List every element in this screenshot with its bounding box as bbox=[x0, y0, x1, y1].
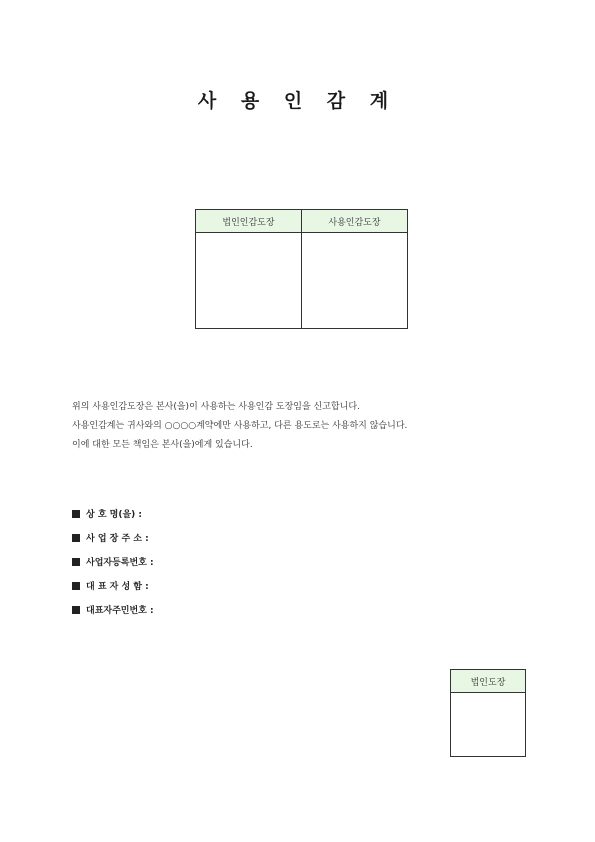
document-title: 사 용 인 감 계 bbox=[197, 90, 398, 112]
field-business-address bbox=[72, 532, 154, 556]
corporate-seal-box[interactable] bbox=[196, 233, 302, 329]
info-fields bbox=[72, 508, 154, 628]
statement-line-1: 위의 사용인감도장은 본사(을)이 사용하는 사용인감 도장임을 신고합니다. bbox=[72, 402, 360, 412]
statement bbox=[72, 398, 407, 455]
field-label: 대 표 자 성 함 : bbox=[86, 582, 149, 592]
square-bullet-icon bbox=[72, 534, 80, 542]
square-bullet-icon bbox=[72, 558, 80, 566]
field-label: 상 호 명(을) : bbox=[86, 510, 143, 520]
seal-table bbox=[195, 209, 408, 329]
usage-seal-header: 사용인감도장 bbox=[302, 210, 408, 233]
field-business-registration-number bbox=[72, 556, 154, 580]
corporate-stamp-table bbox=[450, 669, 526, 757]
corporate-stamp-header: 법인도장 bbox=[451, 670, 526, 693]
square-bullet-icon bbox=[72, 582, 80, 590]
usage-seal-box[interactable] bbox=[302, 233, 408, 329]
square-bullet-icon bbox=[72, 510, 80, 518]
statement-line-2: 사용인감계는 귀사와의 ○○○○계약에만 사용하고, 다른 용도로는 사용하지 않습니다. bbox=[72, 421, 408, 431]
field-label: 사업자등록번호 : bbox=[86, 558, 154, 568]
square-bullet-icon bbox=[72, 606, 80, 614]
field-company-name bbox=[72, 508, 154, 532]
field-representative-id-number bbox=[72, 604, 154, 628]
corporate-seal-header: 법인인감도장 bbox=[196, 210, 302, 233]
corporate-stamp-box[interactable] bbox=[451, 693, 526, 757]
field-label: 대표자주민번호 : bbox=[86, 606, 154, 616]
field-representative-name bbox=[72, 580, 154, 604]
statement-line-3: 이에 대한 모든 책임은 본사(을)에게 있습니다. bbox=[72, 440, 253, 450]
field-label: 사 업 장 주 소 : bbox=[86, 534, 149, 544]
